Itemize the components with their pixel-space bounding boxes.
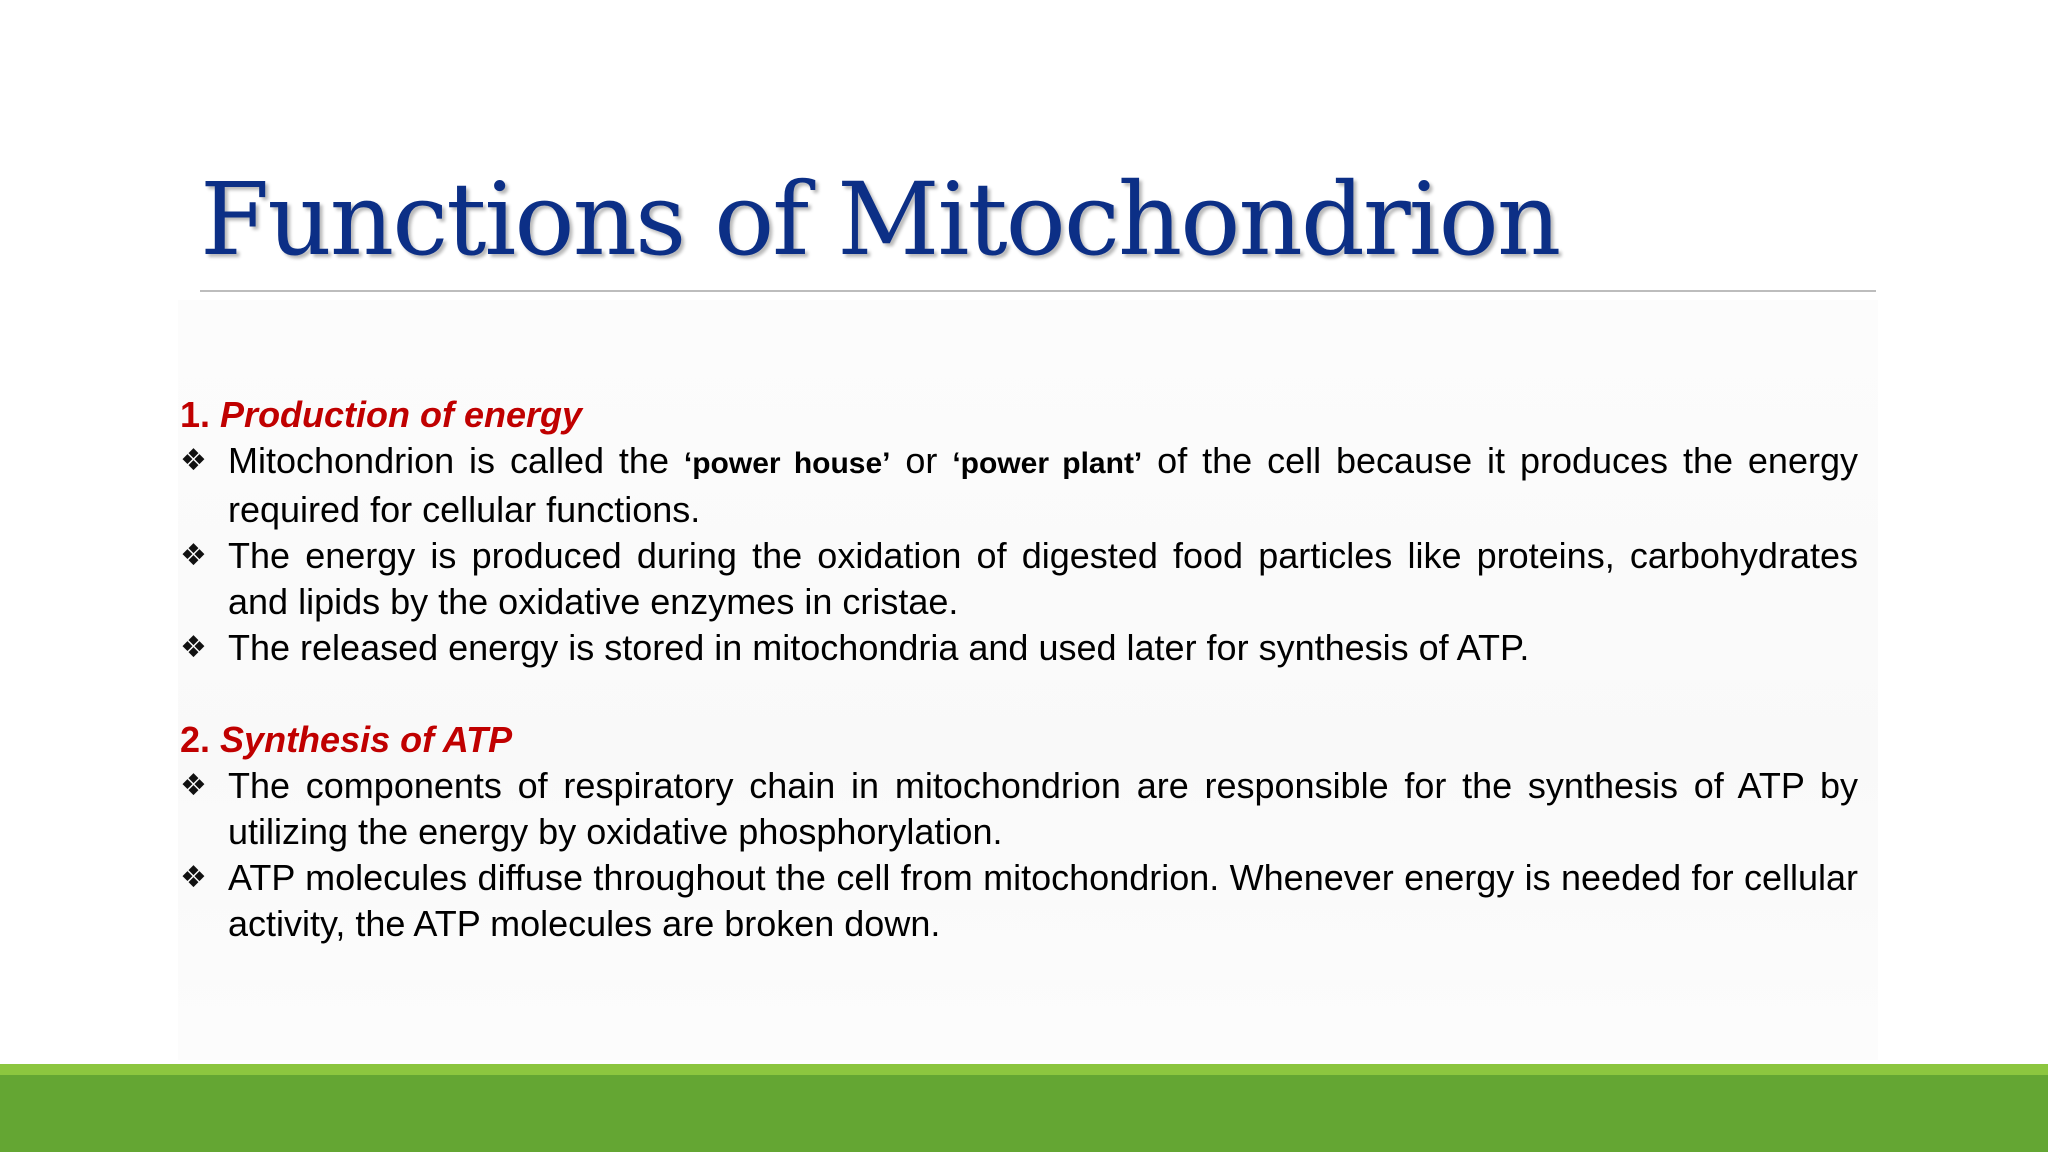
- section-number: 2.: [180, 719, 211, 760]
- bullet-text-part: or: [890, 440, 953, 481]
- section-heading: [180, 717, 1858, 763]
- bullet-text: [228, 438, 1858, 533]
- section-title: Production of energy: [220, 394, 583, 435]
- term-power-house: ‘power house’: [683, 447, 891, 480]
- title-divider: [200, 290, 1876, 292]
- bullet-text: The components of respiratory chain in mitochondrion are responsible for the synthesis of ATP by utilizing the energy by oxidative phosphorylation.: [228, 765, 1858, 852]
- bullet-text: ATP molecules diffuse throughout the cell from mitochondrion. Whenever energy is needed for cellular activity, the ATP molecules are broken down.: [228, 857, 1858, 944]
- footer-bar: [0, 1075, 2048, 1152]
- four-diamond-bullet-icon: ❖: [180, 443, 207, 478]
- term-power-plant: ‘power plant’: [952, 447, 1143, 480]
- footer-accent-stripe: [0, 1064, 2048, 1075]
- section-number: 1.: [180, 394, 211, 435]
- four-diamond-bullet-icon: ❖: [180, 860, 207, 895]
- bullet-item: [180, 855, 1858, 947]
- four-diamond-bullet-icon: ❖: [180, 538, 207, 573]
- section-synthesis-of-atp: [180, 717, 1858, 947]
- slide-body: [180, 392, 1858, 947]
- four-diamond-bullet-icon: ❖: [180, 768, 207, 803]
- bullet-text-part: of the cell because it produces the energy required for cellular functions.: [228, 440, 1858, 530]
- bullet-item: [180, 763, 1858, 855]
- bullet-text: The released energy is stored in mitochondria and used later for synthesis of ATP.: [228, 627, 1530, 668]
- four-diamond-bullet-icon: ❖: [180, 630, 207, 665]
- bullet-item: [180, 625, 1858, 671]
- section-title: Synthesis of ATP: [220, 719, 513, 760]
- bullet-text: The energy is produced during the oxidation of digested food particles like proteins, carbohydrates and lipids by the oxidative enzymes in cristae.: [228, 535, 1858, 622]
- bullet-item: [180, 533, 1858, 625]
- bullet-item: [180, 438, 1858, 533]
- bullet-text-part: Mitochondrion is called the: [228, 440, 684, 481]
- slide-title: Functions of Mitochondrion: [200, 161, 1560, 278]
- section-heading: [180, 392, 1858, 438]
- section-production-of-energy: [180, 392, 1858, 671]
